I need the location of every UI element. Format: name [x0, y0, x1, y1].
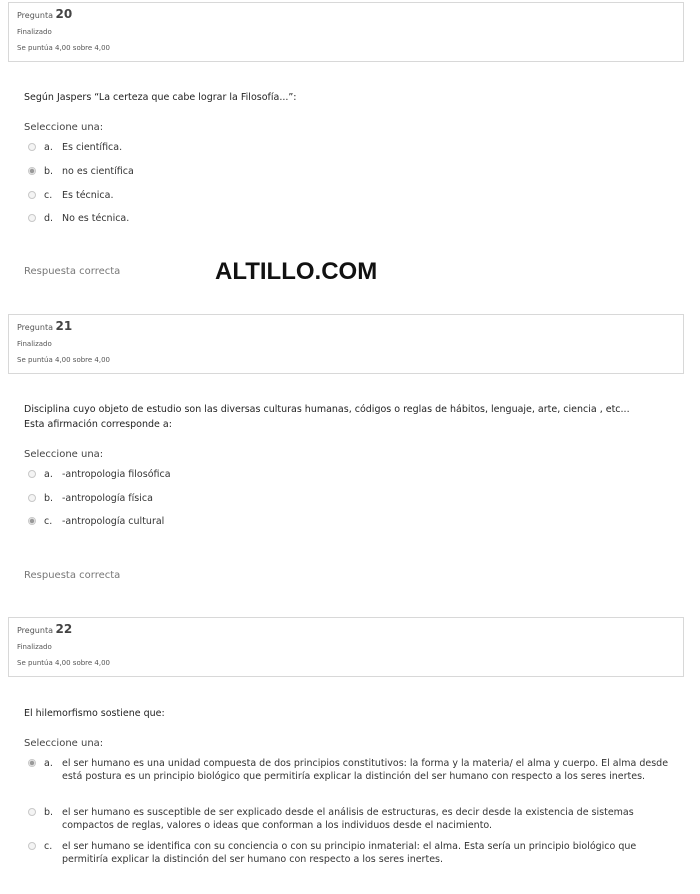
question-number: Pregunta 21 [17, 319, 73, 333]
question-text-line: Esta afirmación corresponde a: [24, 419, 172, 430]
answer-option-d[interactable]: d. No es técnica. [28, 212, 676, 225]
question-number: Pregunta 20 [17, 7, 73, 21]
radio-button[interactable] [28, 191, 36, 199]
radio-button[interactable] [28, 517, 36, 525]
select-prompt: Seleccione una: [24, 122, 104, 133]
question-text: Según Jaspers “La certeza que cabe lograr la Filosofía...”: [24, 92, 297, 103]
answer-option-b[interactable]: b. -antropología física [28, 492, 676, 505]
radio-button[interactable] [28, 808, 36, 816]
answer-option-a[interactable]: a. Es científica. [28, 141, 676, 154]
question-status: Finalizado [17, 28, 52, 36]
radio-button[interactable] [28, 494, 36, 502]
select-prompt: Seleccione una: [24, 449, 104, 460]
answer-option-c[interactable]: c. -antropología cultural [28, 515, 676, 528]
question-status: Finalizado [17, 643, 52, 651]
answer-option-a[interactable]: a. -antropologia filosófica [28, 468, 676, 481]
radio-button[interactable] [28, 167, 36, 175]
question-score: Se puntúa 4,00 sobre 4,00 [17, 356, 111, 364]
question-number: Pregunta 22 [17, 622, 73, 636]
feedback-text: Respuesta correcta [24, 266, 121, 277]
answer-option-b[interactable]: b. el ser humano es susceptible de ser explicado desde el análisis de estructuras, es decir desde la existencia de sistemas compactos de reglas, valores o ideas que conforman a los individuos desde el nacimiento. [28, 806, 676, 832]
radio-button[interactable] [28, 759, 36, 767]
question-status: Finalizado [17, 340, 52, 348]
question-info-21 [8, 314, 684, 374]
question-info-20 [8, 2, 684, 62]
answer-option-b[interactable]: b. no es científica [28, 165, 676, 178]
answer-option-c[interactable]: c. el ser humano se identifica con su conciencia o con su principio inmaterial: el alma. Esta sería un principio biológico que permitiría explicar la distinción del ser humano con respecto a los seres inertes. [28, 840, 676, 866]
question-text-line: Disciplina cuyo objeto de estudio son las diversas culturas humanas, códigos o reglas de hábitos, lenguaje, arte, ciencia , etc... [24, 404, 630, 415]
radio-button[interactable] [28, 470, 36, 478]
question-score: Se puntúa 4,00 sobre 4,00 [17, 659, 111, 667]
question-score: Se puntúa 4,00 sobre 4,00 [17, 44, 111, 52]
feedback-text: Respuesta correcta [24, 570, 121, 581]
select-prompt: Seleccione una: [24, 738, 104, 749]
answer-option-c[interactable]: c. Es técnica. [28, 189, 676, 202]
question-info-22 [8, 617, 684, 677]
question-text: El hilemorfismo sostiene que: [24, 708, 165, 719]
radio-button[interactable] [28, 214, 36, 222]
answer-option-a[interactable]: a. el ser humano es una unidad compuesta de dos principios constitutivos: la forma y la materia/ el alma y cuerpo. El alma desde está postura es un principio biológico que permitiría explicar la distinción del ser humano con respecto a los seres inertes. [28, 757, 676, 783]
watermark: ALTILLO.COM [215, 258, 378, 285]
question-text [24, 402, 674, 432]
radio-button[interactable] [28, 842, 36, 850]
radio-button[interactable] [28, 143, 36, 151]
